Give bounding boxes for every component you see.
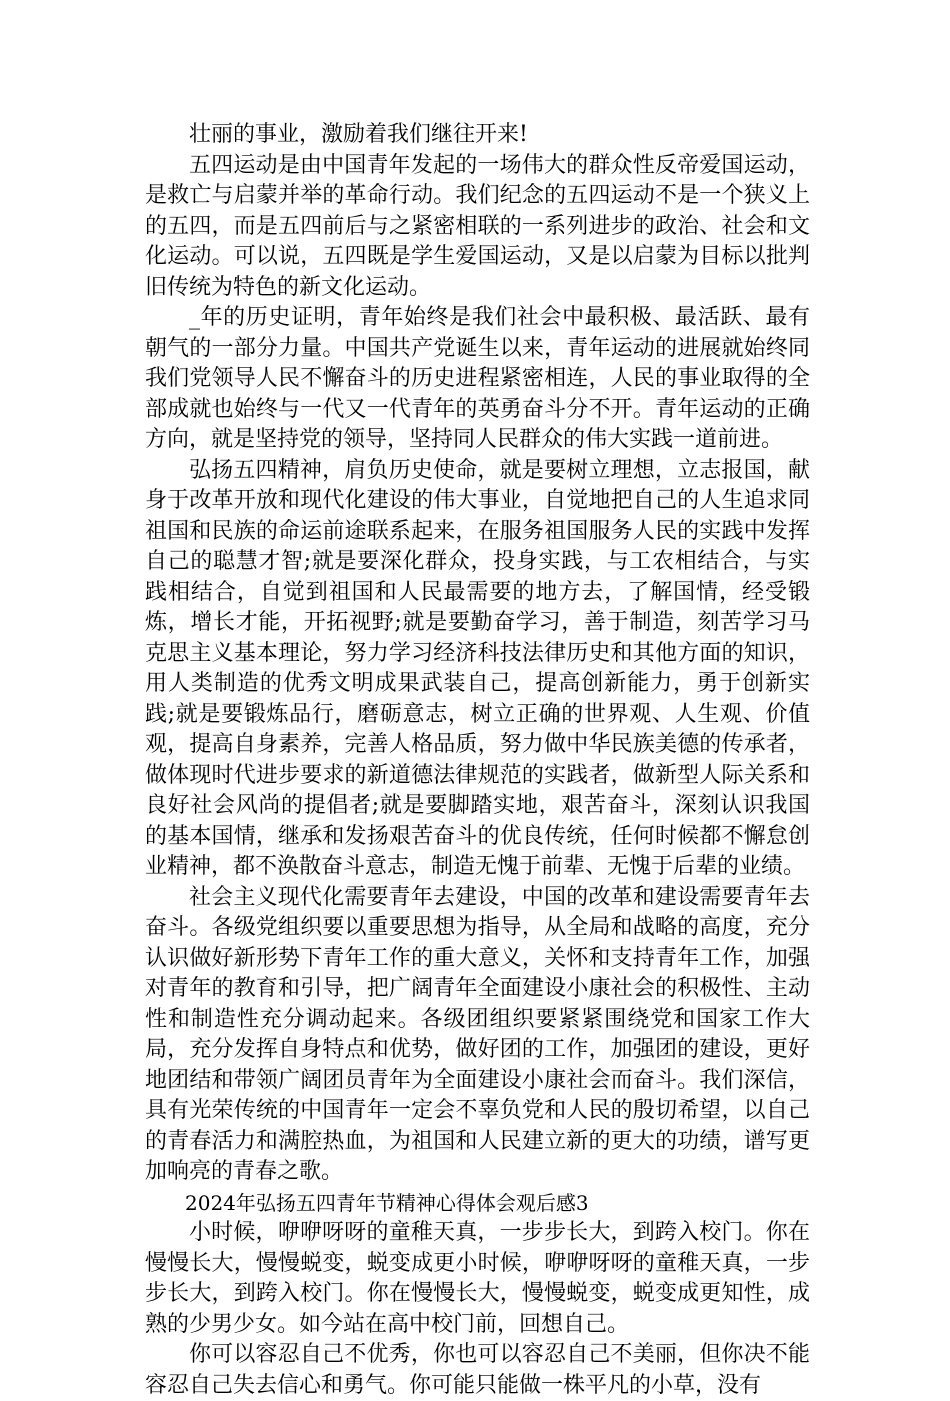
paragraph-may-fourth-movement: 五四运动是由中国青年发起的一场伟大的群众性反帝爱国运动，是救亡与启蒙并举的革命行动。我们纪念的五四运动不是一个狭义上的五四，而是五四前后与之紧密相联的一系列进步的政治、社会和文化运动。可以说，五四既是学生爱国运动，又是以启蒙为目标以批判旧传统为特色的新文化运动。 [145,152,810,300]
paragraph-socialist-modernization: 社会主义现代化需要青年去建设，中国的改革和建设需要青年去奋斗。各级党组织要以重要思想为指导，从全局和战略的高度，充分认识做好新形势下青年工作的重大意义，关怀和支持青年工作，加强对青年的教育和引导，把广阔青年全面建设小康社会的积极性、主动性和制造性充分调动起来。各级团组织要紧紧围绕党和国家工作大局，充分发挥自身特点和优势，做好团的工作，加强团的建设，更好地团结和带领广阔团员青年为全面建设小康社会而奋斗。我们深信，具有光荣传统的中国青年一定会不辜负党和人民的殷切希望，以自己的青春活力和满腔热血，为祖国和人民建立新的更大的功绩，谱写更加响亮的青春之歌。 [145,884,810,1184]
paragraph-carry-forward-spirit: 弘扬五四精神，肩负历史使命，就是要树立理想，立志报国，献身于改革开放和现代化建设的伟大事业，自觉地把自己的人生追求同祖国和民族的命运前途联系起来，在服务祖国服务人民的实践中发挥自己的聪慧才智;就是要深化群众，投身实践，与工农相结合，与实践相结合，自觉到祖国和人民最需要的地方去，了解国情，经受锻炼，增长才能，开拓视野;就是要勤奋学习，善于制造，刻苦学习马克思主义基本理论，努力学习经济科技法律历史和其他方面的知识，用人类制造的优秀文明成果武装自己，提高创新能力，勇于创新实践;就是要锻炼品行，磨砺意志，树立正确的世界观、人生观、价值观，提高自身素养，完善人格品质，努力做中华民族美德的传承者，做体现时代进步要求的新道德法律规范的实践者，做新型人际关系和良好社会风尚的提倡者;就是要脚踏实地，艰苦奋斗，深刻认识我国的基本国情，继承和发扬艰苦奋斗的优良传统，任何时候都不懈怠创业精神，都不涣散奋斗意志，制造无愧于前辈、无愧于后辈的业绩。 [145,457,810,879]
paragraph-continuation: 壮丽的事业，激励着我们继往开来! [189,122,528,147]
paragraph-childhood: 小时候，咿咿呀呀的童稚天真，一步步长大，到跨入校门。你在慢慢长大，慢慢蜕变，蜕变成更小时候，咿咿呀呀的童稚天真，一步步长大，到跨入校门。你在慢慢长大，慢慢蜕变，蜕变成更知性，成熟的少男少女。如今站在高中校门前，回想自己。 [145,1220,810,1337]
paragraph-youth-history: _年的历史证明，青年始终是我们社会中最积极、最活跃、最有朝气的一部分力量。中国共产党诞生以来，青年运动的进展就始终同我们党领导人民不懈奋斗的历史进程紧密相连，人民的事业取得的全部成就也始终与一代又一代青年的英勇奋斗分不开。青年运动的正确方向，就是坚持党的领导，坚持同人民群众的伟大实践一道前进。 [145,305,810,452]
document-page [145,120,810,1401]
section-heading: 2024年弘扬五四青年节精神心得体会观后感3 [185,1190,589,1215]
paragraph-confidence: 你可以容忍自己不优秀，你也可以容忍自己不美丽，但你决不能容忍自己失去信心和勇气。你可能只能做一株平凡的小草，没有 [145,1342,810,1398]
